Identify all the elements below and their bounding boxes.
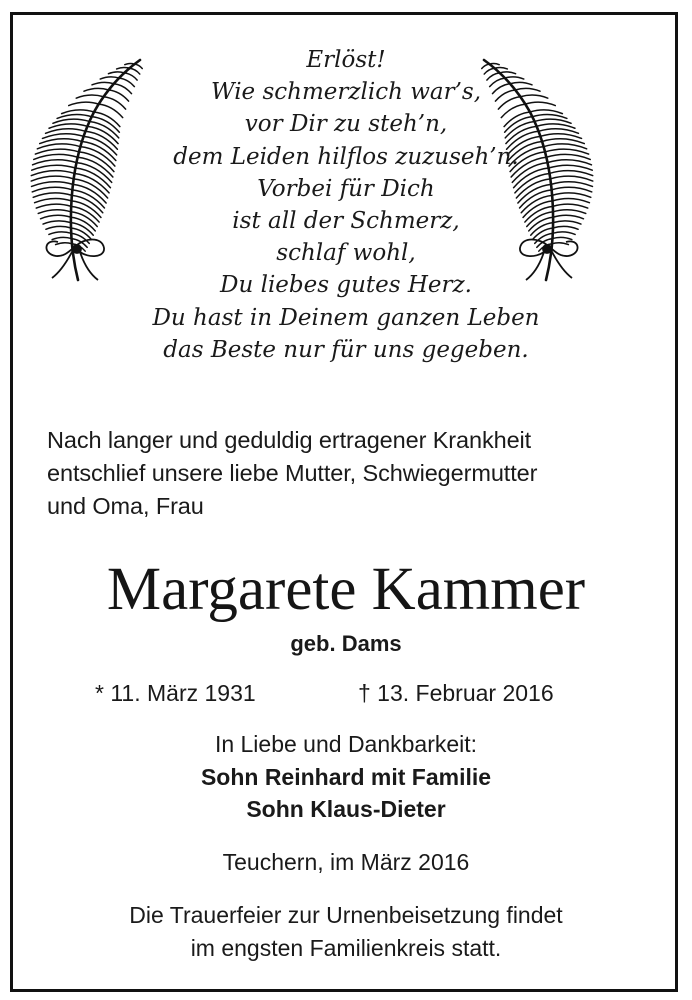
intro-line: Nach langer und geduldig ertragener Krankheit xyxy=(47,427,532,453)
birth-name: geb. Dams xyxy=(290,631,402,656)
poem-line: Du liebes gutes Herz. xyxy=(220,272,472,299)
poem-line: Wie schmerzlich war’s, xyxy=(210,79,482,106)
poem-line: ist all der Schmerz, xyxy=(232,208,460,235)
ceremony-line: im engsten Familienkreis statt. xyxy=(190,934,502,961)
ceremony-line: Die Trauerfeier zur Urnenbeisetzung findet xyxy=(129,902,563,928)
intro-line: entschlief unsere liebe Mutter, Schwiegermutter xyxy=(47,460,538,486)
poem-line: das Beste nur für uns gegeben. xyxy=(163,336,529,363)
mourners xyxy=(0,728,692,826)
poem xyxy=(110,44,582,366)
deceased-name: Margarete Kammer xyxy=(106,556,586,623)
mourner-name: Sohn Klaus-Dieter xyxy=(246,796,446,822)
death-date: † 13. Februar 2016 xyxy=(358,680,554,706)
poem-line: Erlöst! xyxy=(306,47,386,73)
intro-text xyxy=(47,424,657,523)
poem-line: schlaf wohl, xyxy=(276,240,416,267)
poem-line: Du hast in Deinem ganzen Leben xyxy=(152,304,540,331)
birth-date: * 11. März 1931 xyxy=(95,680,256,706)
poem-line: Vorbei für Dich xyxy=(257,175,435,202)
intro-line: und Oma, Frau xyxy=(47,493,204,519)
mourner-name: Sohn Reinhard mit Familie xyxy=(200,763,492,790)
place-date-text: Teuchern, im März 2016 xyxy=(222,849,470,875)
mourners-intro: In Liebe und Dankbarkeit: xyxy=(214,731,478,757)
place-date xyxy=(0,846,692,879)
poem-line: vor Dir zu steh’n, xyxy=(244,111,448,138)
poem-line: dem Leiden hilflos zuzuseh’n. xyxy=(173,143,519,170)
ceremony-note xyxy=(0,899,692,964)
